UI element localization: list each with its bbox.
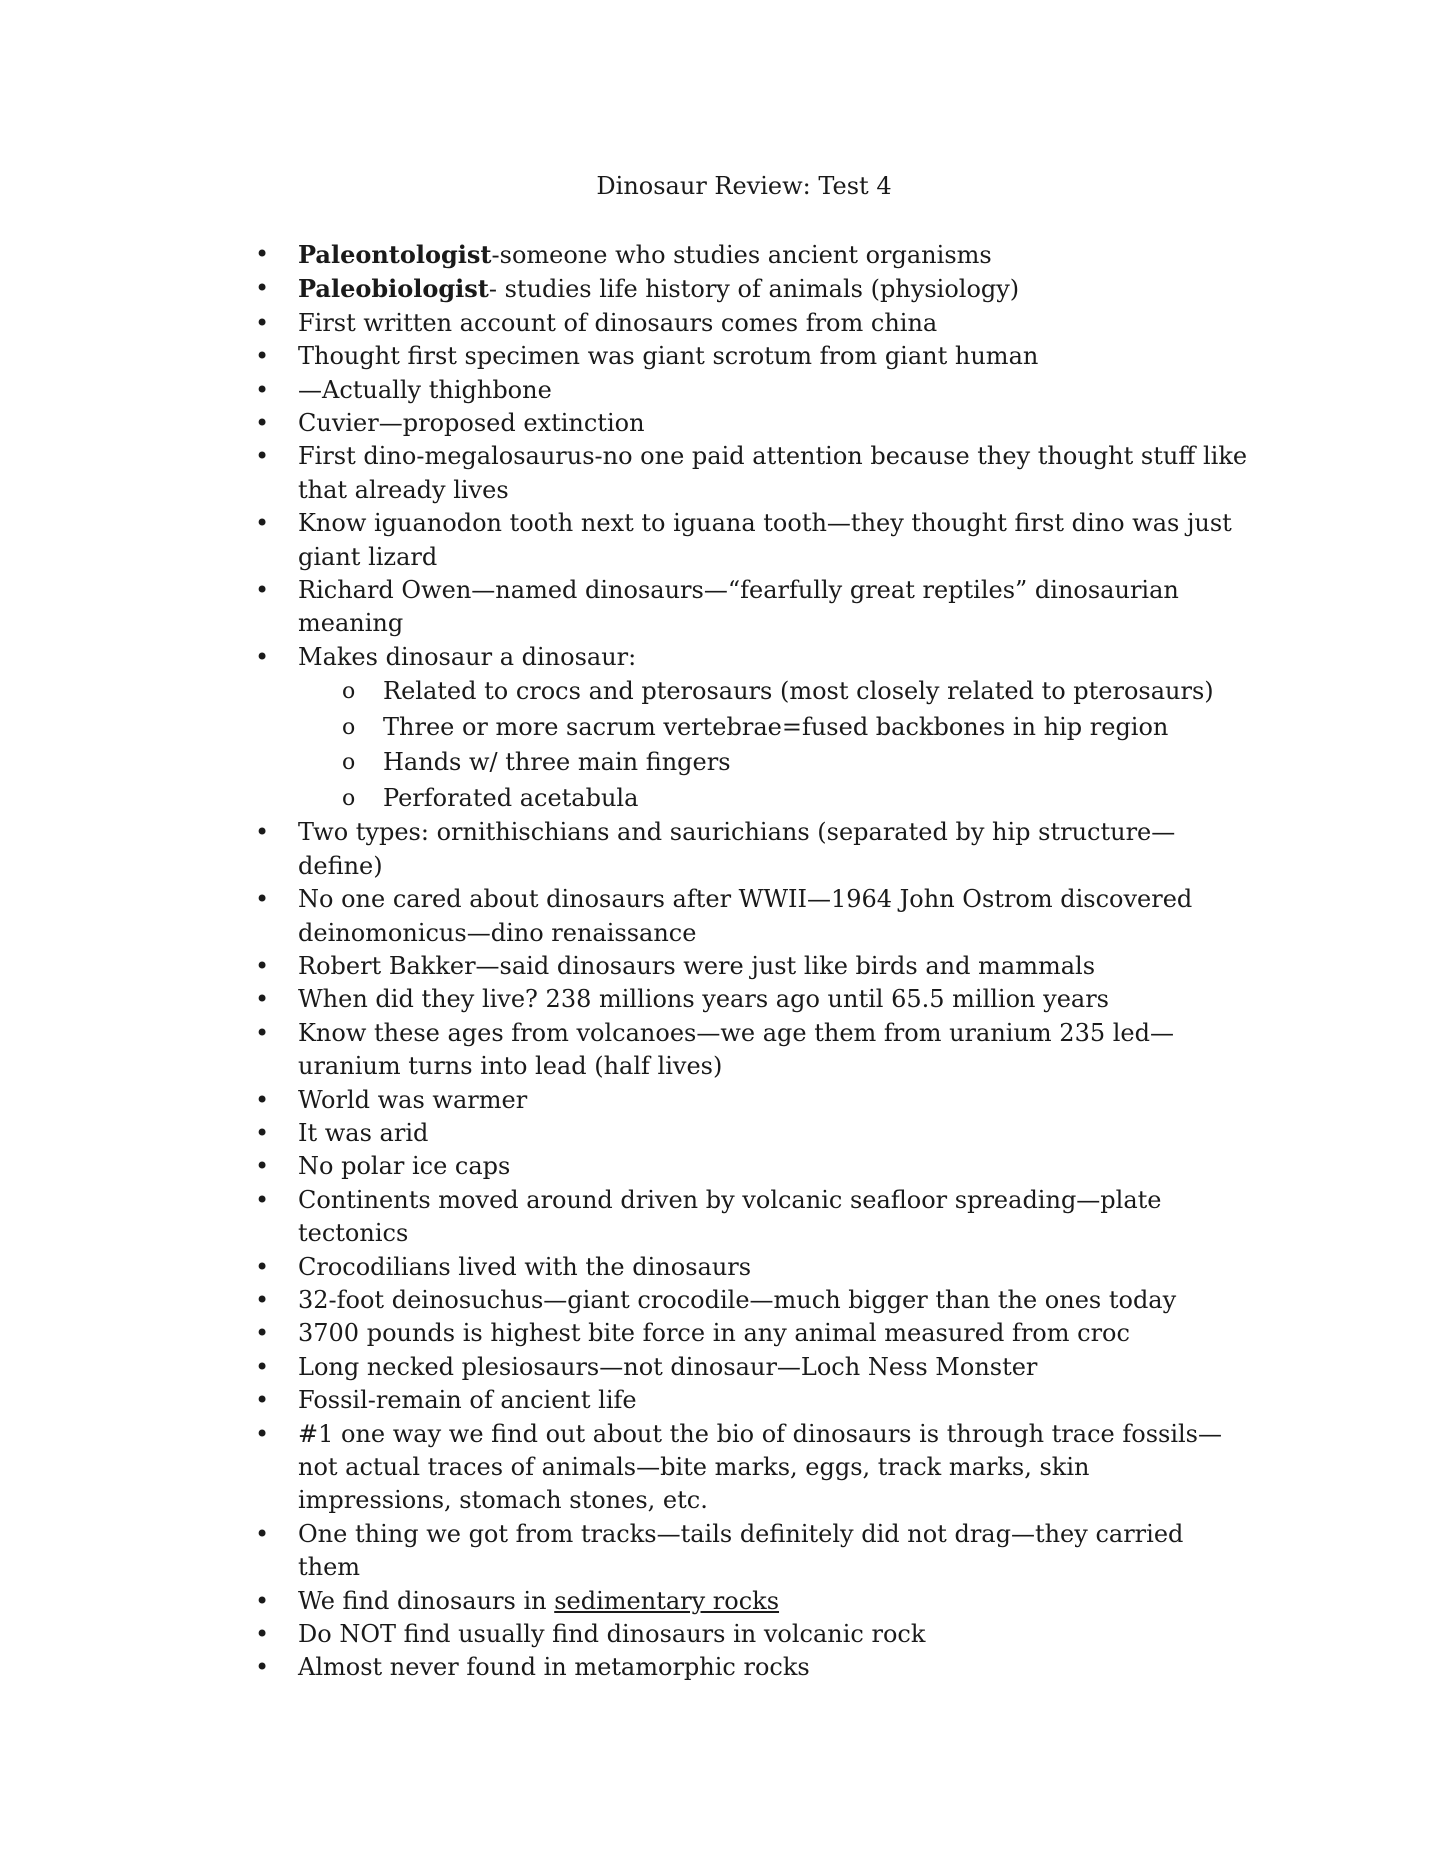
list-item: • Fossil-remain of ancient life	[298, 1384, 1248, 1417]
term: Paleobiologist	[298, 274, 489, 304]
sub-list	[298, 674, 1248, 816]
list-item: • Know these ages from volcanoes—we age them from uranium 235 led—uranium turns into lead (half lives)	[298, 1017, 1248, 1084]
sub-list-item: o Perforated acetabula	[383, 781, 1248, 817]
document-title: Dinosaur Review: Test 4	[596, 172, 892, 200]
notes-list	[298, 238, 1248, 1685]
definition: - studies life history of animals (physiology)	[488, 275, 1020, 304]
list-item	[298, 1585, 1248, 1618]
list-item: • Crocodilians lived with the dinosaurs	[298, 1251, 1248, 1284]
list-item: • #1 one way we find out about the bio of dinosaurs is through trace fossils—not actual traces of animals—bite marks, eggs, track marks, skin impressions, stomach stones, etc.	[298, 1418, 1248, 1518]
list-item: • When did they live? 238 millions years ago until 65.5 million years	[298, 983, 1248, 1016]
list-item: • It was arid	[298, 1117, 1248, 1150]
list-item: • No one cared about dinosaurs after WWII—1964 John Ostrom discovered deinomonicus—dino renaissance	[298, 883, 1248, 950]
term: Paleontologist	[298, 240, 492, 269]
list-item: • Cuvier—proposed extinction	[298, 407, 1248, 440]
sub-list-item: o Related to crocs and pterosaurs (most closely related to pterosaurs)	[383, 674, 1248, 710]
definition: -someone who studies ancient organisms	[491, 241, 992, 269]
list-item: • World was warmer	[298, 1084, 1248, 1117]
list-item: • Richard Owen—named dinosaurs—“fearfully great reptiles” dinosaurian meaning	[298, 574, 1248, 641]
list-item: • No polar ice caps	[298, 1150, 1248, 1183]
sub-list-item: o Three or more sacrum vertebrae=fused backbones in hip region	[383, 710, 1248, 746]
list-item	[298, 272, 1248, 306]
sub-list-item: o Hands w/ three main fingers	[383, 745, 1248, 781]
list-item: • Robert Bakker—said dinosaurs were just like birds and mammals	[298, 950, 1248, 983]
list-item: • Do NOT find usually find dinosaurs in volcanic rock	[298, 1618, 1248, 1651]
list-item: • One thing we got from tracks—tails definitely did not drag—they carried them	[298, 1518, 1248, 1585]
list-item: • 3700 pounds is highest bite force in any animal measured from croc	[298, 1317, 1248, 1350]
list-item	[298, 641, 1248, 816]
list-item: • First written account of dinosaurs comes from china	[298, 307, 1248, 340]
list-item: • Long necked plesiosaurs—not dinosaur—Loch Ness Monster	[298, 1351, 1248, 1384]
list-item: • Almost never found in metamorphic rocks	[298, 1651, 1248, 1684]
list-item: • Know iguanodon tooth next to iguana tooth—they thought first dino was just giant lizard	[298, 507, 1248, 574]
list-item	[298, 238, 1248, 272]
underlined-term: sedimentary rocks	[554, 1586, 780, 1615]
list-item: • —Actually thighbone	[298, 374, 1248, 407]
list-item: • Two types: ornithischians and saurichians (separated by hip structure—define)	[298, 816, 1248, 883]
list-item-text: Makes dinosaur a dinosaur:	[298, 642, 637, 671]
list-item: • Thought first specimen was giant scrotum from giant human	[298, 340, 1248, 373]
list-item: • First dino-megalosaurus-no one paid attention because they thought stuff like that already lives	[298, 440, 1248, 507]
list-item: • 32-foot deinosuchus—giant crocodile—much bigger than the ones today	[298, 1284, 1248, 1317]
list-item: • Continents moved around driven by volcanic seafloor spreading—plate tectonics	[298, 1184, 1248, 1251]
list-item-text: We find dinosaurs in	[298, 1586, 555, 1615]
